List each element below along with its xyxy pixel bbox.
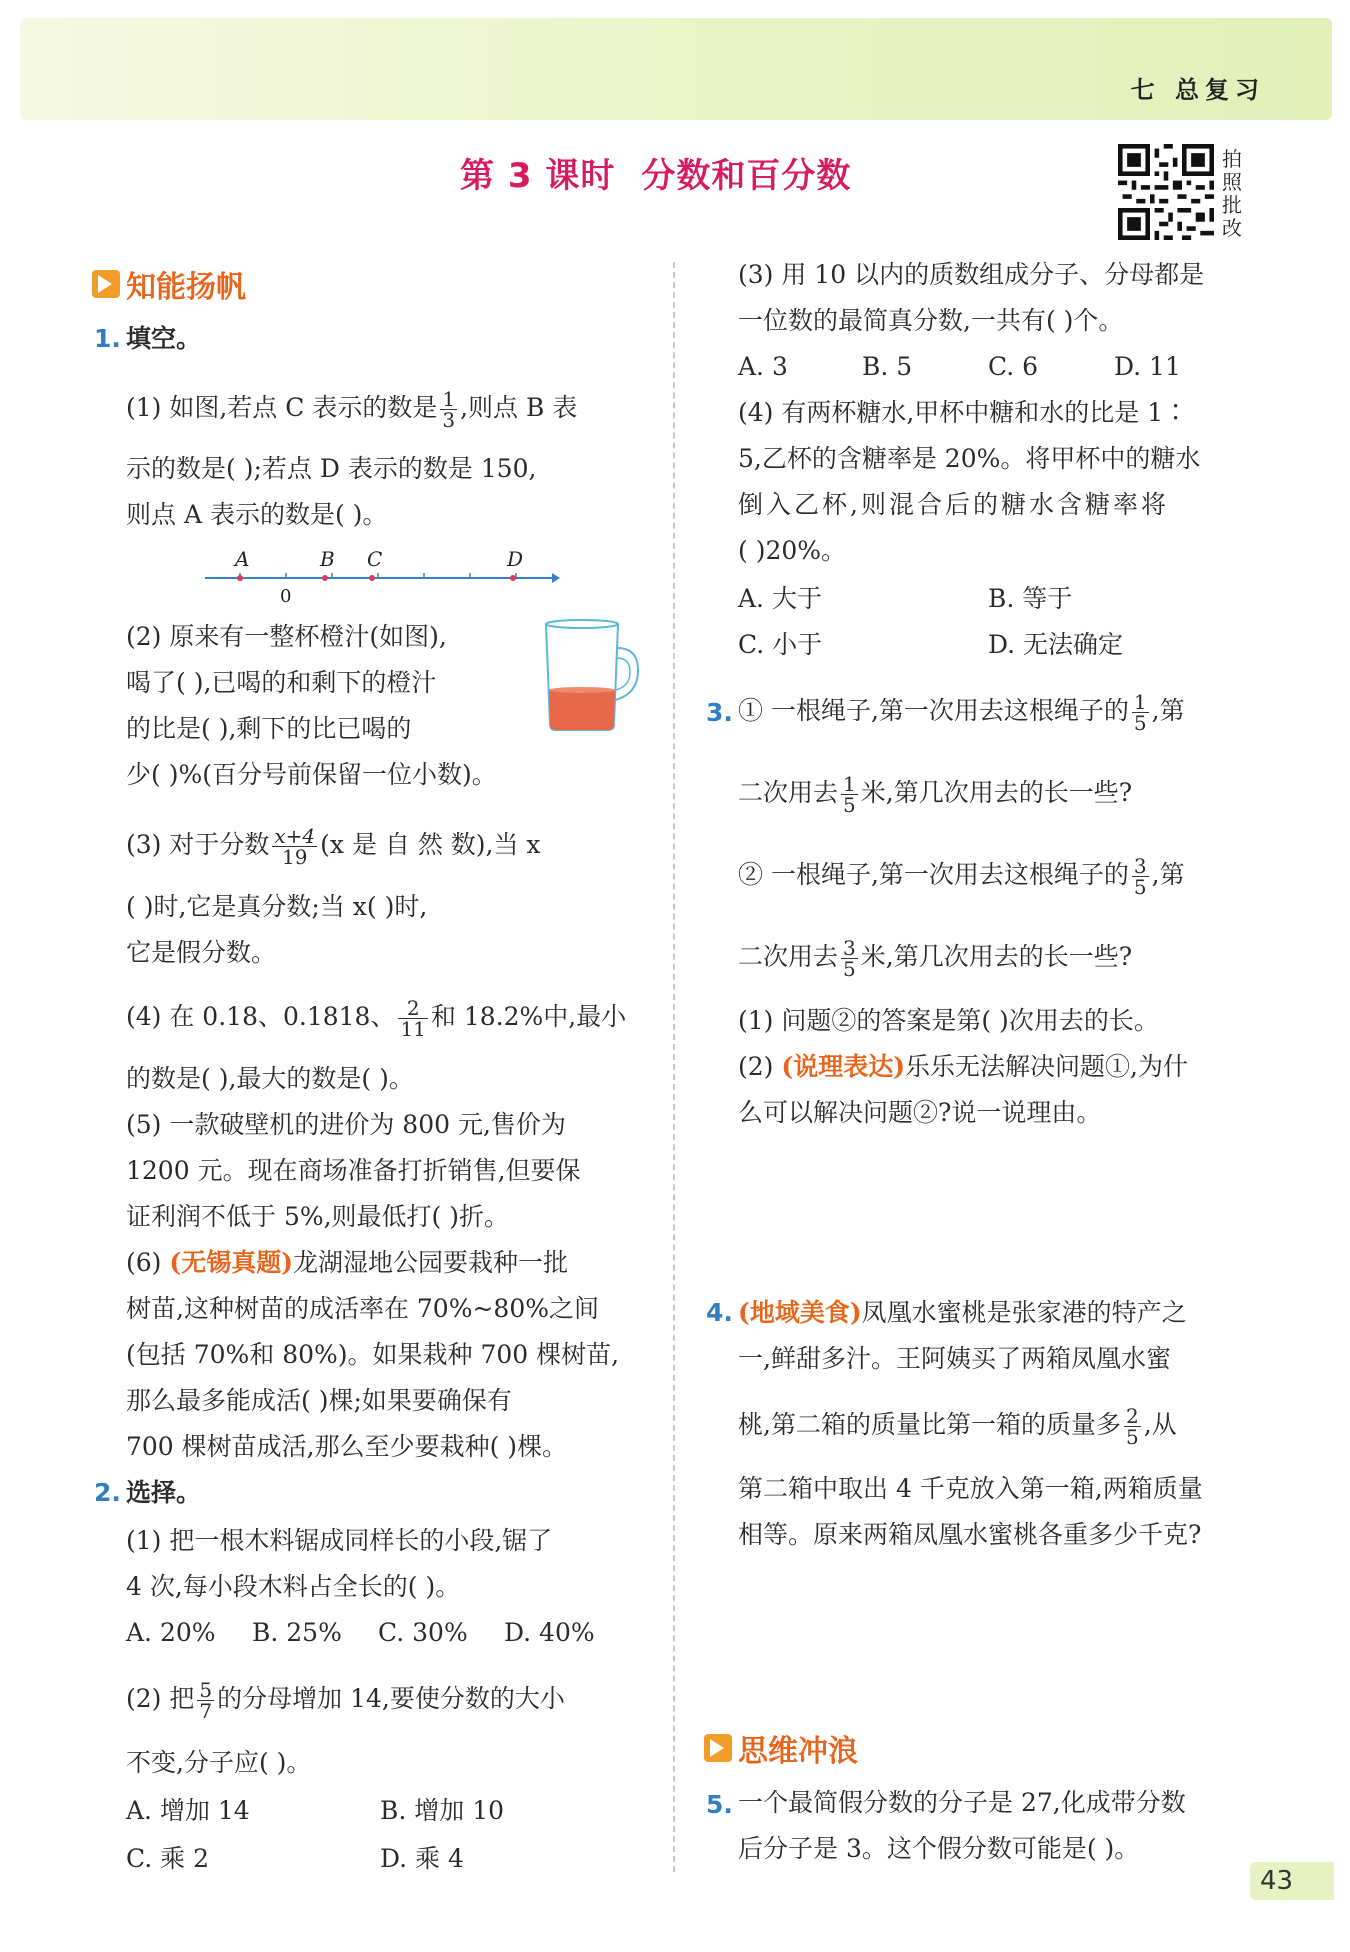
- q1-p6-line2: 树苗,这种树苗的成活率在 70%~80%之间: [126, 1294, 599, 1323]
- q2-p1-option-b[interactable]: B. 25%: [252, 1618, 342, 1647]
- q3-sub2-line1: (2) (说理表达)乐乐无法解决问题①,为什: [738, 1052, 1188, 1081]
- q1-p6-line3: (包括 70%和 80%)。如果栽种 700 棵树苗,: [126, 1340, 620, 1369]
- q2-p1-line1: (1) 把一根木料锯成同样长的小段,锯了: [126, 1526, 553, 1555]
- topic-label: 分数和百分数: [641, 156, 852, 196]
- zero-label: 0: [280, 586, 292, 607]
- q2-p4-option-d[interactable]: D. 无法确定: [988, 630, 1124, 659]
- fraction: $\frac{3}{5}$: [843, 936, 856, 981]
- q2-p1-option-d[interactable]: D. 40%: [504, 1618, 595, 1647]
- q1-p6-line4: 那么最多能成活( )棵;如果要确保有: [126, 1386, 512, 1415]
- q3-sub1: (1) 问题②的答案是第( )次用去的长。: [738, 1006, 1159, 1035]
- section-header-1: [92, 262, 246, 306]
- q3-b-line2: 二次用去 $\frac{3}{5}$ 米,第几次用去的长一些?: [738, 936, 1133, 981]
- q2-p3-line1: (3) 用 10 以内的质数组成分子、分母都是: [738, 260, 1205, 289]
- q1-p1-line1: (1) 如图,若点 C 表示的数是 $\frac{1}{3}$ ,则点 B 表: [126, 387, 578, 432]
- q3-number: 3.: [706, 698, 733, 727]
- q3-a-line2: 二次用去 $\frac{1}{5}$ 米,第几次用去的长一些?: [738, 772, 1133, 817]
- q1-number: 1.: [94, 324, 121, 353]
- fraction: $\frac{1}{5}$: [1133, 690, 1147, 735]
- qr-label: 拍照批改: [1222, 147, 1242, 240]
- point-d-label: D: [507, 547, 524, 571]
- q1-p4-line1: (4) 在 0.18、0.1818、 $\frac{2}{11}$ 和 18.2%中,最小: [126, 996, 627, 1041]
- q1-p3-line2: ( )时,它是真分数;当 x( )时,: [126, 892, 428, 921]
- column-divider: [673, 262, 675, 1872]
- q5-line1: 一个最简假分数的分子是 27,化成带分数: [738, 1788, 1186, 1817]
- q2-p4-line1: (4) 有两杯糖水,甲杯中糖和水的比是 1∶: [738, 398, 1189, 427]
- q2-p2-line2: 不变,分子应( )。: [126, 1748, 312, 1777]
- q5-line2: 后分子是 3。这个假分数可能是( )。: [738, 1834, 1140, 1863]
- source-tag: (地域美食): [738, 1298, 862, 1327]
- point-b-label: B: [320, 547, 335, 571]
- fraction: $\frac{x+4}{19}$: [274, 824, 316, 869]
- q1-p1-line2: 示的数是( );若点 D 表示的数是 150,: [126, 454, 537, 483]
- fraction: $\frac{2}{11}$: [400, 996, 426, 1041]
- q1-p5-line2: 1200 元。现在商场准备打折销售,但要保: [126, 1156, 581, 1185]
- qr-code-icon[interactable]: [1118, 144, 1214, 240]
- sail-icon: [92, 270, 120, 298]
- q2-p3-option-a[interactable]: A. 3: [738, 352, 788, 381]
- q2-p4-line3: 倒入乙杯,则混合后的糖水含糖率将: [738, 490, 1169, 519]
- q1-p6-line1: (6) (无锡真题)龙湖湿地公园要栽种一批: [126, 1248, 569, 1277]
- section-header-2: [704, 1726, 858, 1770]
- q2-p4-option-a[interactable]: A. 大于: [738, 584, 822, 613]
- fraction: $\frac{5}{7}$: [199, 1678, 213, 1723]
- fraction: $\frac{2}{5}$: [1125, 1404, 1139, 1449]
- number-line: [200, 544, 560, 608]
- q1-p2-line1: (2) 原来有一整杯橙汁(如图),: [126, 622, 447, 651]
- q2-p4-line4: ( )20%。: [738, 536, 847, 565]
- q2-p4-option-c[interactable]: C. 小于: [738, 630, 823, 659]
- q2-p3-option-d[interactable]: D. 11: [1114, 352, 1181, 381]
- q1-p6-line5: 700 棵树苗成活,那么至少要栽种( )棵。: [126, 1432, 568, 1461]
- source-tag: (说理表达): [781, 1052, 906, 1081]
- lesson-label: 第 3 课时: [460, 156, 616, 196]
- section-title-1: 知能扬帆: [126, 270, 246, 305]
- q4-line3: 桃,第二箱的质量比第一箱的质量多 $\frac{2}{5}$ ,从: [738, 1404, 1177, 1449]
- q4-line2: 一,鲜甜多汁。王阿姨买了两箱凤凰水蜜: [738, 1344, 1171, 1373]
- fraction: $\frac{1}{3}$: [442, 387, 456, 432]
- point-a-label: A: [235, 547, 250, 571]
- fraction: $\frac{1}{5}$: [843, 772, 856, 817]
- q3-a-line1: ① 一根绳子,第一次用去这根绳子的 $\frac{1}{5}$ ,第: [738, 690, 1185, 735]
- q1-title: 填空。: [126, 324, 202, 353]
- q2-p2-option-d[interactable]: D. 乘 4: [380, 1844, 464, 1873]
- q3-b-line1: ② 一根绳子,第一次用去这根绳子的 $\frac{3}{5}$ ,第: [738, 854, 1185, 899]
- source-tag: (无锡真题): [169, 1248, 294, 1277]
- section-title-2: 思维冲浪: [738, 1734, 858, 1769]
- q5-number: 5.: [706, 1790, 733, 1819]
- q4-number: 4.: [706, 1298, 733, 1327]
- q1-p3-line1: (3) 对于分数 $\frac{x+4}{19}$ (x 是 自 然 数),当 x: [126, 824, 541, 869]
- q4-line5: 相等。原来两箱凤凰水蜜桃各重多少千克?: [738, 1520, 1202, 1549]
- q2-p1-option-c[interactable]: C. 30%: [378, 1618, 468, 1647]
- point-c-label: C: [367, 547, 383, 571]
- q2-p4-option-b[interactable]: B. 等于: [988, 584, 1073, 613]
- q2-p2-option-c[interactable]: C. 乘 2: [126, 1844, 209, 1873]
- q1-p4-line2: 的数是( ),最大的数是( )。: [126, 1064, 414, 1093]
- q3-sub2-line2: 么可以解决问题②?说一说理由。: [738, 1098, 1102, 1127]
- q1-p2-line3: 的比是( ),剩下的比已喝的: [126, 714, 412, 743]
- q2-p3-option-c[interactable]: C. 6: [988, 352, 1039, 381]
- q2-number: 2.: [94, 1478, 121, 1507]
- q4-line4: 第二箱中取出 4 千克放入第一箱,两箱质量: [738, 1474, 1203, 1503]
- juice-cup-icon: [540, 618, 642, 734]
- page-title: [460, 148, 877, 197]
- q2-p3-line2: 一位数的最简真分数,一共有( )个。: [738, 306, 1124, 335]
- q2-p4-line2: 5,乙杯的含糖率是 20%。将甲杯中的糖水: [738, 444, 1201, 473]
- q2-p3-option-b[interactable]: B. 5: [862, 352, 913, 381]
- q1-p1-line3: 则点 A 表示的数是( )。: [126, 500, 388, 529]
- q1-p2-line4: 少( )%(百分号前保留一位小数)。: [126, 760, 497, 789]
- q1-p5-line1: (5) 一款破壁机的进价为 800 元,售价为: [126, 1110, 566, 1139]
- q1-p5-line3: 证利润不低于 5%,则最低打( )折。: [126, 1202, 510, 1231]
- wave-icon: [704, 1734, 732, 1762]
- q1-p2-line2: 喝了( ),已喝的和剩下的橙汁: [126, 668, 437, 697]
- q2-p2-option-b[interactable]: B. 增加 10: [380, 1796, 505, 1825]
- q2-p2-line1: (2) 把 $\frac{5}{7}$ 的分母增加 14,要使分数的大小: [126, 1678, 565, 1723]
- chapter-label: 七 总复习: [1130, 76, 1265, 104]
- page-number: 43: [1250, 1862, 1334, 1900]
- q1-p3-line3: 它是假分数。: [126, 938, 277, 967]
- q2-title: 选择。: [126, 1478, 202, 1507]
- q2-p2-option-a[interactable]: A. 增加 14: [126, 1796, 250, 1825]
- q4-line1: (地域美食)凤凰水蜜桃是张家港的特产之: [738, 1298, 1187, 1327]
- fraction: $\frac{3}{5}$: [1133, 854, 1147, 899]
- q2-p1-option-a[interactable]: A. 20%: [126, 1618, 216, 1647]
- q2-p1-line2: 4 次,每小段木料占全长的( )。: [126, 1572, 461, 1601]
